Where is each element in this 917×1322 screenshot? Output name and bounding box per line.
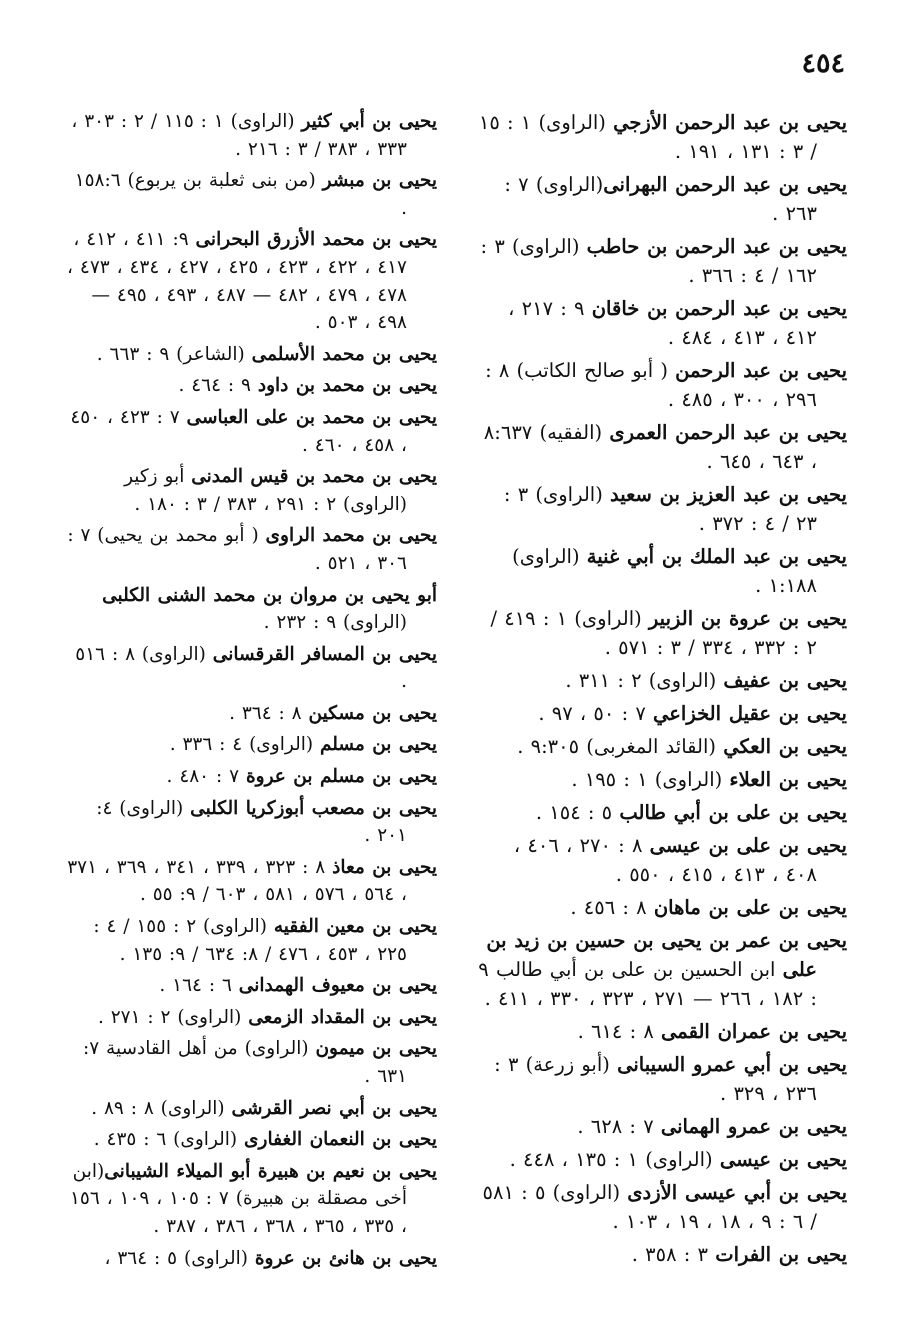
- index-entry: [67, 372, 437, 400]
- entry-references: ٨ : ٣٢٣ ، ٣٣٩ ، ٣٤١ ، ٣٦٩ ، ٣٧١ ، ٥٦٤ ، ٥٧٦ ، ٥٨١ ، ٦٠٣ / ٩: ٥٥ .: [67, 856, 407, 906]
- index-entry: [67, 1245, 437, 1273]
- entry-references: ٧ : ٦٢٨ .: [577, 1115, 661, 1138]
- entry-name: يحيى بن أبي عيسى الأزدى: [627, 1181, 847, 1204]
- entry-references: (الراوى) ٥ : ٥٨١ / ٦ : ٩ ، ١٨ ، ١٩ ، ١٠٣ .: [482, 1181, 817, 1233]
- entry-name: يحيى بن عبد الرحمن: [675, 359, 847, 382]
- index-entry: [67, 1004, 437, 1032]
- index-entry: [477, 893, 847, 922]
- index-entry: [477, 356, 847, 414]
- entry-name: يحيى بن النعمان الغفارى: [244, 1129, 437, 1151]
- entry-name: يحيى بن محمد بن داود: [257, 375, 437, 397]
- index-entry: [67, 108, 437, 163]
- index-entry: [67, 522, 437, 577]
- index-entry: [477, 666, 847, 695]
- index-entry: [477, 699, 847, 728]
- entry-name: يحيى بن عبد الرحمن بن حاطب: [586, 235, 847, 258]
- entry-references: (الراوى) ٣ : ٢٣ / ٤ : ٣٧٢ .: [503, 483, 817, 535]
- left-column: [67, 108, 437, 1276]
- entry-references: (الشاعر) ٩ : ٦٦٣ .: [96, 343, 252, 365]
- index-entry: [67, 226, 437, 336]
- index-entry: [477, 108, 847, 166]
- entry-references: (الراوى) ١ : ١٩٥ .: [571, 768, 730, 791]
- entry-name: يحيى بن عروة بن الزبير: [648, 607, 847, 630]
- entry-references: (ابن أخى مصقلة بن هبيرة) ٧ : ١٠٥ ، ١٠٩ ، ١٥٦ ، ٣٣٥ ، ٣٦٥ ، ٣٦٨ ، ٣٨٦ ، ٣٨٧ .: [70, 1160, 407, 1237]
- index-entry: [67, 582, 437, 637]
- index-entry: [477, 1240, 847, 1269]
- entry-references: ٩ : ٤٦٤ .: [178, 375, 258, 397]
- entry-name: يحيى بن عقيل الخزاعي: [653, 702, 847, 725]
- entry-references: (القائد المغربى) ٩:٣٠٥ .: [517, 735, 724, 758]
- entry-name: يحيى بن مسلم: [319, 734, 437, 756]
- index-entry: [477, 926, 847, 1013]
- entry-name: يحيى بن المسافر القرقسانى: [212, 643, 437, 665]
- index-entry: [67, 795, 437, 850]
- entry-name: يحيى بن العلاء: [729, 768, 847, 791]
- index-entry: [477, 1017, 847, 1046]
- entry-name: يحيى بن نعيم بن هبيرة أبو الميلاء الشيبانى: [104, 1160, 437, 1182]
- index-entry: [477, 798, 847, 827]
- index-entry: [67, 641, 437, 696]
- index-entry: [67, 972, 437, 1000]
- entry-references: (الراوى) ١ : ١٣٥ ، ٤٤٨ .: [509, 1148, 720, 1171]
- entry-name: يحيى بن عيسى: [719, 1148, 847, 1171]
- entry-references: ( أبو صالح الكاتب) ٨ : ٢٩٦ ، ٣٠٠ ، ٤٨٥ .: [485, 359, 817, 411]
- index-entry: [477, 1112, 847, 1141]
- entry-name: يحيى بن عبد الرحمن البهرانى: [603, 173, 847, 196]
- entry-name: يحيى بن على بن أبي طالب: [619, 801, 847, 824]
- entry-references: ٩: ٤١١ ، ٤١٢ ، ٤١٧ ، ٤٢٢ ، ٤٢٣ ، ٤٢٥ ، ٤٢٧ ، ٤٣٤ ، ٤٧٣ ، ٤٧٨ ، ٤٧٩ ، ٤٨٢ — ٤٨٧ ، ٤٩٣ ، ٤٩٥ — ٤٩٨ ، ٥٠٣ .: [67, 229, 407, 334]
- entry-name: يحيى بن مسكين: [308, 702, 437, 724]
- entry-name: يحيى بن الفرات: [715, 1243, 847, 1266]
- entry-references: (الراوى) ١ : ١٥ / ٣ : ١٣١ ، ١٩١ .: [478, 111, 817, 163]
- entry-name: أبو يحيى بن مروان بن محمد الشنى الكلبى: [102, 584, 437, 606]
- entry-references: (الراوى) ١:١٨٨ .: [512, 545, 817, 597]
- index-entry: [67, 167, 437, 222]
- entry-name: يحيى بن محمد الراوى: [265, 525, 437, 547]
- entry-references: (الراوى) ٢ : ٣١١ .: [565, 669, 724, 692]
- page-number: ٤٥٤: [801, 48, 845, 79]
- entry-references: (من بنى ثعلبة بن يربوع) ١٥٨:٦ .: [74, 170, 407, 219]
- index-entry: [67, 1158, 437, 1241]
- entry-name: يحيى بن عمر بن يحيى بن حسين بن زيد بن على: [486, 929, 847, 981]
- entry-references: ٨ : ٦١٤ .: [577, 1020, 662, 1043]
- entry-references: (الراوى) ٦ : ٤٣٥ .: [93, 1129, 245, 1151]
- index-entry: [67, 700, 437, 728]
- entry-references: أبو زكير (الراوى) ٢ : ٢٩١ ، ٣٨٣ / ٣ : ١٨٠ .: [124, 466, 407, 515]
- index-entry: [67, 731, 437, 759]
- entry-name: يحيى بن عمرو الهمانى: [660, 1115, 847, 1138]
- entry-name: يحيى بن عبد الرحمن العمرى: [609, 421, 847, 444]
- entry-references: ٨ : ٣٦٤ .: [229, 702, 309, 724]
- entry-references: ٥ : ١٥٤ .: [535, 801, 620, 824]
- entry-name: يحيى بن مسلم بن عروة: [245, 766, 437, 788]
- entry-references: (الراوى) ٨ : ٨٩ .: [91, 1097, 232, 1119]
- entry-references: (أبو زرعة) ٣ : ٢٣٦ ، ٣٢٩ .: [494, 1053, 817, 1105]
- entry-name: يحيى بن أبي كثير: [301, 111, 437, 132]
- index-entry: [477, 232, 847, 290]
- entry-references: (الراوى) ٧ : ٢٦٣ .: [504, 173, 817, 225]
- index-entry: [67, 341, 437, 369]
- entry-references: ٣ : ٣٥٨ .: [631, 1243, 716, 1266]
- entry-name: يحيى بن معاذ: [332, 856, 437, 878]
- entry-name: يحيى بن محمد الأسلمى: [251, 343, 437, 365]
- entry-name: يحيى بن على بن ماهان: [653, 896, 847, 919]
- entry-references: ٨ : ٢٧٠ ، ٤٠٦ ، ٤٠٨ ، ٤١٣ ، ٤١٥ ، ٥٥٠ .: [513, 834, 817, 886]
- entry-references: (الراوى) ٢ : ٢٧١ .: [97, 1006, 249, 1028]
- entry-name: يحيى بن ميمون: [315, 1038, 437, 1060]
- index-entry: [477, 732, 847, 761]
- entry-name: يحيى بن هانئ بن عروة: [254, 1247, 437, 1269]
- entry-references: (الراوى) من أهل القادسية ٧: ٦٣١ .: [82, 1038, 407, 1087]
- entry-references: (الراوى) ٢ : ١٥٥ / ٤ : ٢٢٥ ، ٤٥٣ ، ٤٧٦ / ٨: ٦٣٤ / ٩: ١٣٥ .: [93, 916, 407, 965]
- entry-name: يحيى بن عبد الملك بن أبي غنية: [586, 545, 847, 568]
- entry-name: يحيى بن أبي عمرو السيبانى: [617, 1053, 847, 1076]
- entry-name: يحيى بن مصعب أبوزكريا الكلبى: [190, 797, 437, 819]
- index-entry: [477, 418, 847, 476]
- entry-name: يحيى بن محمد الأزرق البحرانى: [195, 229, 437, 251]
- entry-name: يحيى بن عبد الرحمن الأزجي: [613, 111, 847, 134]
- entry-name: يحيى بن معيوف الهمدانى: [238, 975, 437, 997]
- index-entry: [477, 170, 847, 228]
- entry-references: (الراوى) ٤ : ٣٣٦ .: [169, 734, 320, 756]
- entry-references: ٨ : ٤٥٦ .: [570, 896, 654, 919]
- entry-references: ابن الحسين بن على بن أبي طالب ٩ : ١٨٢ ، ٢٦٦ — ٢٧١ ، ٣٢٣ ، ٣٣٠ ، ٤١١ .: [478, 958, 817, 1010]
- entry-name: يحيى بن محمد بن قيس المدنى: [191, 466, 437, 488]
- index-entry: [67, 404, 437, 459]
- entry-references: ( أبو محمد بن يحيى) ٧ : ٣٠٦ ، ٥٢١ .: [67, 525, 407, 574]
- entry-name: يحيى بن عفيف: [723, 669, 847, 692]
- entry-references: ٦ : ١٦٤ .: [159, 975, 239, 997]
- entry-references: (الراوى) ١ : ٤١٩ / ٢ : ٣٣٢ ، ٣٣٤ / ٣ : ٥٧١ .: [490, 607, 817, 659]
- index-entry: [67, 463, 437, 518]
- index-entry: [477, 1145, 847, 1174]
- entry-name: يحيى بن عبد الرحمن بن خاقان: [591, 297, 847, 320]
- entry-references: (الراوى) ٩ : ٢٣٢ .: [263, 612, 407, 634]
- index-entry: [477, 294, 847, 352]
- index-entry: [477, 1178, 847, 1236]
- index-entry: [477, 604, 847, 662]
- entry-references: ٧ : ٤٢٣ ، ٤٥٠ ، ٤٥٨ ، ٤٦٠ .: [70, 406, 407, 456]
- entry-references: (الراوى) ٣ : ١٦٢ / ٤ : ٣٦٦ .: [480, 235, 817, 287]
- right-column: [477, 108, 847, 1273]
- entry-name: يحيى بن عبد العزيز بن سعيد: [610, 483, 847, 506]
- entry-references: (الراوى) ١ : ١١٥ / ٢ : ٣٠٣ ، ٣٣٣ ، ٣٨٣ / ٣ : ٢١٦ .: [71, 111, 407, 160]
- index-entry: [67, 1095, 437, 1123]
- index-entry: [67, 913, 437, 968]
- entry-references: ٧ : ٥٠ ، ٩٧ .: [538, 702, 654, 725]
- index-entry: [477, 1050, 847, 1108]
- index-entry: [477, 765, 847, 794]
- index-entry: [477, 480, 847, 538]
- entry-name: يحيى بن على بن عيسى: [649, 834, 847, 857]
- index-entry: [477, 542, 847, 600]
- entry-name: يحيى بن مبشر: [322, 170, 437, 192]
- index-entry: [67, 854, 437, 909]
- entry-references: ٧ : ٤٨٠ .: [166, 766, 246, 788]
- index-entry: [67, 1126, 437, 1154]
- entry-references: (الفقيه) ٨:٦٣٧ ، ٦٤٣ ، ٦٤٥ .: [483, 421, 817, 473]
- entry-name: يحيى بن محمد بن على العباسى: [186, 406, 437, 428]
- entry-references: (الراوى) ٨ : ٥١٦ .: [75, 643, 407, 693]
- index-entry: [67, 763, 437, 791]
- entry-name: يحيى بن عمران القمى: [661, 1020, 847, 1043]
- entry-references: ٩ : ٢١٧ ، ٤١٢ ، ٤١٣ ، ٤٨٤ .: [508, 297, 817, 349]
- entry-name: يحيى بن العكي: [723, 735, 847, 758]
- index-entry: [67, 1035, 437, 1090]
- entry-name: يحيى بن معين الفقيه: [273, 916, 437, 938]
- entry-references: (الراوى) ٥ : ٣٦٤ ،: [104, 1247, 255, 1269]
- entry-name: يحيى بن أبي نصر القرشى: [231, 1097, 437, 1119]
- entry-name: يحيى بن المقداد الزمعى: [248, 1006, 437, 1028]
- index-entry: [477, 831, 847, 889]
- entry-references: (الراوى) ٤: ٢٠١ .: [96, 797, 407, 847]
